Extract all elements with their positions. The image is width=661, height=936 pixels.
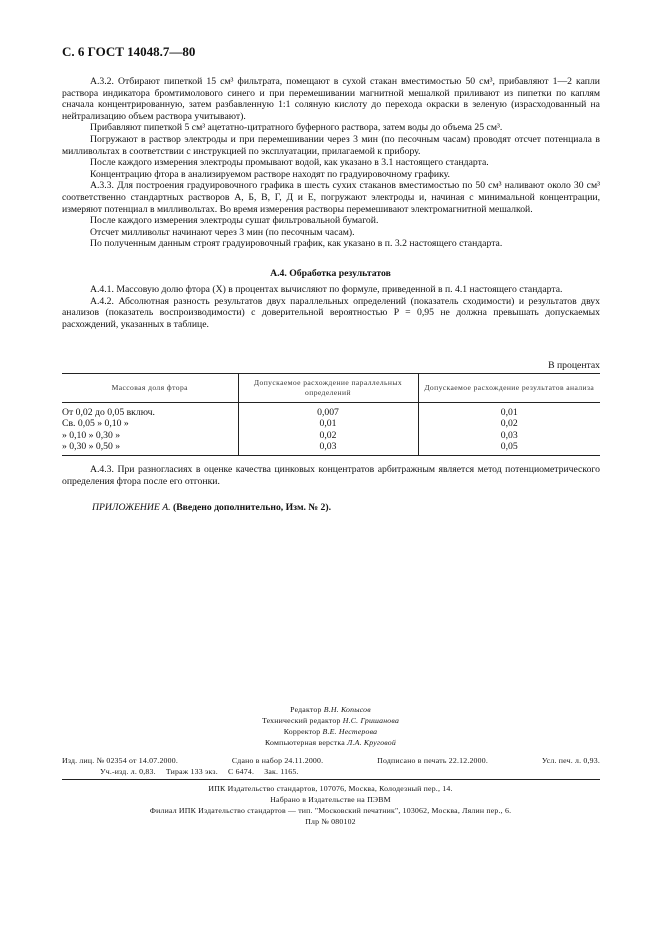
column-header: Допускаемое расхождение параллельных определений xyxy=(238,374,418,403)
paragraph: А.4.2. Абсолютная разность результатов двух параллельных определений (показатель сходимости) и результатов двух анализов (показатель воспроизводимости) с доверительной вероятностью P = 0,95 не должна превышать допускаемых расхождений, указанных в таблице. xyxy=(62,295,600,330)
credit-name: В.Н. Копысов xyxy=(323,705,371,714)
credit-role: Технический редактор xyxy=(261,716,341,725)
credit-role: Компьютерная верстка xyxy=(265,738,345,747)
credit-name: Л.А. Круговой xyxy=(347,738,396,747)
page-header: С. 6 ГОСТ 14048.7—80 xyxy=(62,44,196,59)
section-a3-text xyxy=(62,76,600,250)
imprint-line: Плр № 080102 xyxy=(305,817,356,826)
paragraph: Прибавляют пипеткой 5 см³ ацетатно-цитратного буферного раствора, затем воды до объема 25 см³. xyxy=(90,122,503,134)
table-cell: » 0,10 » 0,30 » xyxy=(62,429,121,441)
license-number: Изд. лиц. № 02354 от 14.07.2000. xyxy=(62,756,178,765)
credit-line xyxy=(0,715,661,726)
table-row xyxy=(62,441,600,455)
order-code: С 6474. xyxy=(228,767,255,776)
table-row xyxy=(62,403,600,419)
credit-line xyxy=(0,726,661,737)
table-row xyxy=(62,430,600,441)
column-header: Допускаемое расхождение результатов анализа xyxy=(418,374,600,403)
column-header: Массовая доля фтора xyxy=(62,374,238,403)
table-cell: 0,02 xyxy=(418,418,600,429)
imprint-block xyxy=(0,783,661,827)
credit-line xyxy=(0,737,661,748)
imprint-line: ИПК Издательство стандартов, 107076, Москва, Колодезный пер., 14. xyxy=(208,784,453,793)
table-row xyxy=(62,418,600,429)
paragraph: По полученным данным строят градуировочный график, как указано в п. 3.2 настоящего стандарта. xyxy=(90,238,503,250)
table-cell: 0,007 xyxy=(238,403,418,419)
paragraph: А.4.3. При разногласиях в оценке качества цинковых концентратов арбитражным является метод потенциометрического определения фтора после его отгонки. xyxy=(62,464,600,487)
paragraph: А.3.2. Отбирают пипеткой 15 см³ фильтрата, помещают в сухой стакан вместимостью 50 см³, прибавляют 1—2 капли раствора индикатора бромтимолового синего и при перемешивании магнитной мешалкой приливают из пипетки по каплям сначала концентрированную, затем разбавленную 1:1 соляную кислоту до перехода окраски в зеленую (израсходованный на нейтрализацию объем раствора учитывают). xyxy=(62,76,600,122)
paragraph: Отсчет милливольт начинают через 3 мин (по песочным часам). xyxy=(90,226,355,238)
print-run: Тираж 133 экз. xyxy=(165,767,218,776)
credit-name: В.Е. Нестерова xyxy=(322,727,378,736)
order-number: Зак. 1165. xyxy=(264,767,299,776)
imprint-line: Набрано в Издательстве на ПЭВМ xyxy=(270,795,391,804)
print-date: Подписано в печать 22.12.2000. xyxy=(377,756,489,765)
publication-info-row xyxy=(62,766,600,777)
paragraph: После каждого измерения электроды промывают водой, как указано в 3.1 настоящего стандарта. xyxy=(90,157,489,169)
section-a4-text xyxy=(62,284,600,330)
section-title: А.4. Обработка результатов xyxy=(270,268,391,279)
credit-name: Н.С. Гришанова xyxy=(342,716,400,725)
publication-info-row xyxy=(62,755,600,766)
credit-role: Редактор xyxy=(290,705,322,714)
paragraph: Погружают в раствор электроды и при перемешивании через 3 мин (по песочным часам) проводят отсчет потенциала в милливольтах в соответствии с инструкцией по эксплуатации, прилагаемой к прибору. xyxy=(62,133,600,157)
table-cell: 0,02 xyxy=(238,430,418,441)
imprint-line: Филиал ИПК Издательство стандартов — тип. "Московский печатник", 103062, Москва, Лялин пер., 6. xyxy=(149,806,512,815)
tolerance-table xyxy=(62,373,600,456)
credits-block xyxy=(0,704,661,748)
table-cell: 0,05 xyxy=(418,441,600,455)
divider xyxy=(62,779,600,780)
table-cell: 0,01 xyxy=(238,418,418,429)
typeset-date: Сдано в набор 24.11.2000. xyxy=(231,756,324,765)
publication-info xyxy=(62,755,600,777)
table-cell: 0,01 xyxy=(418,403,600,419)
table-cell: » 0,30 » 0,50 » xyxy=(62,441,121,453)
table-cell: От 0,02 до 0,05 включ. xyxy=(62,407,155,418)
credit-line xyxy=(0,704,661,715)
paragraph: После каждого измерения электроды сушат фильтровальной бумагой. xyxy=(90,215,379,227)
paragraph: А.4.1. Массовую долю фтора (X) в процентах вычисляют по формуле, приведенной в п. 4.1 настоящего стандарта. xyxy=(90,284,563,295)
table-cell: Св. 0,05 » 0,10 » xyxy=(62,418,129,430)
table-header-row xyxy=(62,374,600,403)
print-sheets: Усл. печ. л. 0,93. xyxy=(541,756,600,765)
appendix-amendment: (Введено дополнительно, Изм. № 2). xyxy=(172,502,332,513)
section-a43-text xyxy=(62,464,600,487)
appendix-label: ПРИЛОЖЕНИЕ А. xyxy=(92,502,171,513)
table-cell: 0,03 xyxy=(238,441,418,455)
edition-sheets: Уч.-изд. л. 0,83. xyxy=(100,767,156,776)
appendix-note xyxy=(92,502,331,513)
credit-role: Корректор xyxy=(283,727,321,736)
paragraph: Концентрацию фтора в анализируемом растворе находят по градуировочному графику. xyxy=(90,168,450,180)
table-cell: 0,03 xyxy=(418,430,600,441)
table-unit-label: В процентах xyxy=(548,360,600,371)
paragraph: А.3.3. Для построения градуировочного графика в шесть сухих стаканов вместимостью по 50 см³ наливают около 30 см³ соответственно стандартных растворов А, Б, В, Г, Д и Е, погружают электроды и, начиная с минимальной концентрации, измеряют потенциал в милливольтах. Во время измерения растворы перемешивают электромагнитной мешалкой. xyxy=(62,180,600,215)
